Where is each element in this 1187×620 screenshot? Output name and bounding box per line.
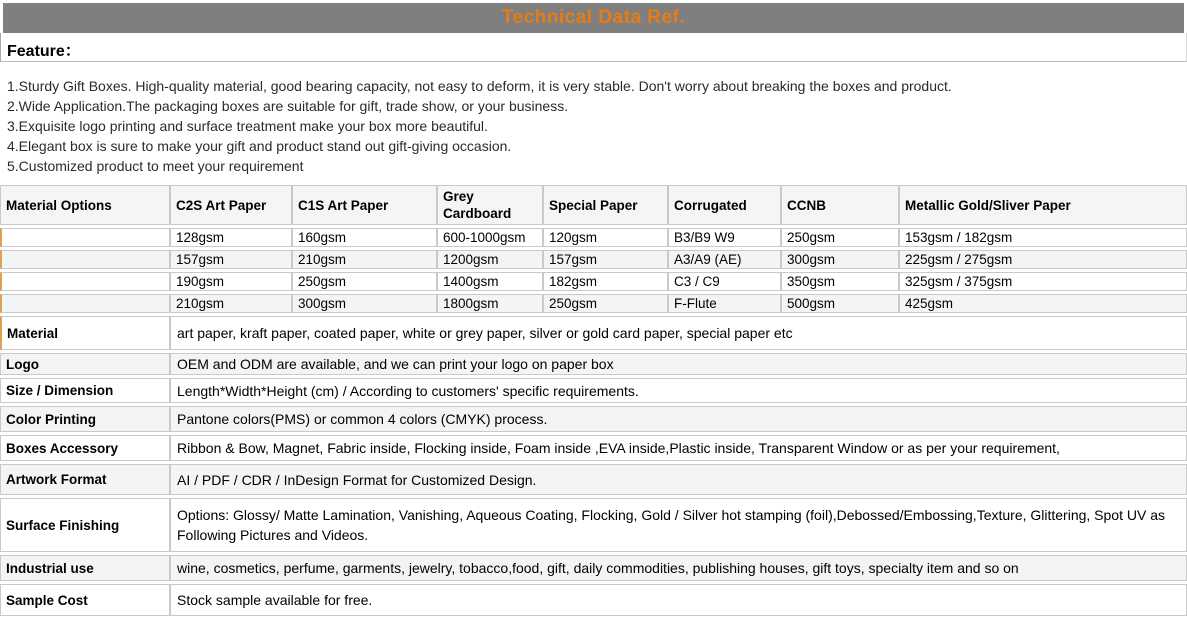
materials-cell: 190gsm [170,272,292,291]
page-title: Technical Data Ref. [501,7,686,28]
spec-label: Size / Dimension [0,378,170,403]
column-header-corrugated: Corrugated [668,185,781,225]
materials-cell [0,272,170,291]
table-row [0,294,1187,313]
feature-list [0,62,1187,182]
materials-cell: A3/A9 (AE) [668,250,781,269]
materials-cell: 128gsm [170,228,292,247]
materials-cell: 350gsm [781,272,899,291]
materials-cell: F-Flute [668,294,781,313]
materials-cell [0,250,170,269]
spec-row-logo [0,353,1187,375]
column-header-material-options: Material Options [0,185,170,225]
table-header-row [0,185,1187,225]
materials-cell: 500gsm [781,294,899,313]
feature-item: 2.Wide Application.The packaging boxes are suitable for gift, trade show, or your business. [7,98,569,114]
materials-cell: 300gsm [781,250,899,269]
feature-item: 4.Elegant box is sure to make your gift and product stand out gift-giving occasion. [7,138,512,154]
spec-row-artwork-format [0,464,1187,495]
materials-cell [0,228,170,247]
spec-label: Industrial use [0,555,170,581]
materials-cell: 153gsm / 182gsm [899,228,1187,247]
materials-cell: 250gsm [292,272,437,291]
materials-cell [0,294,170,313]
materials-cell: 210gsm [292,250,437,269]
materials-cell: 157gsm [170,250,292,269]
materials-cell: 250gsm [781,228,899,247]
spec-label: Logo [0,353,170,375]
spec-value: Options: Glossy/ Matte Lamination, Vanishing, Aqueous Coating, Flocking, Gold / Silver hot stamping (foil),Debossed/Embossing,Texture, Glittering, Spot UV as Following Pictures and Videos. [170,498,1187,552]
materials-cell: B3/B9 W9 [668,228,781,247]
spec-row-sample-cost [0,584,1187,616]
materials-cell: 1200gsm [437,250,543,269]
spec-row-material [0,316,1187,350]
materials-cell: 182gsm [543,272,668,291]
title-bar [3,3,1184,33]
feature-item: 3.Exquisite logo printing and surface treatment make your box more beautiful. [7,118,488,134]
spec-value: AI / PDF / CDR / InDesign Format for Customized Design. [170,464,1187,495]
spec-value: art paper, kraft paper, coated paper, white or grey paper, silver or gold card paper, special paper etc [170,316,1187,350]
column-header-grey-cardboard: Grey Cardboard [437,185,543,225]
materials-cell: 250gsm [543,294,668,313]
spec-label: Artwork Format [0,464,170,495]
materials-cell: 325gsm / 375gsm [899,272,1187,291]
column-header-c1s-art-paper: C1S Art Paper [292,185,437,225]
spec-label: Sample Cost [0,584,170,616]
materials-cell: 425gsm [899,294,1187,313]
spec-label: Boxes Accessory [0,435,170,461]
spec-row-color-printing [0,406,1187,432]
spec-label: Surface Finishing [0,498,170,552]
column-header-metallic-paper: Metallic Gold/Sliver Paper [899,185,1187,225]
feature-item: 1.Sturdy Gift Boxes. High-quality material, good bearing capacity, not easy to deform, it is very stable. Don't worry about breaking the boxes and product. [7,78,952,94]
spec-value: Ribbon & Bow, Magnet, Fabric inside, Flocking inside, Foam inside ,EVA inside,Plastic inside, Transparent Window or as per your requirement, [170,435,1187,461]
materials-cell: 225gsm / 275gsm [899,250,1187,269]
materials-cell: 300gsm [292,294,437,313]
materials-cell: 210gsm [170,294,292,313]
technical-data-table [0,182,1187,619]
column-header-ccnb: CCNB [781,185,899,225]
table-row [0,250,1187,269]
column-header-c2s-art-paper: C2S Art Paper [170,185,292,225]
materials-cell: C3 / C9 [668,272,781,291]
spec-value: wine, cosmetics, perfume, garments, jewelry, tobacco,food, gift, daily commodities, publishing houses, gift toys, specialty item and so on [170,555,1187,581]
materials-cell: 600-1000gsm [437,228,543,247]
materials-cell: 157gsm [543,250,668,269]
spec-row-size-dimension [0,378,1187,403]
materials-cell: 120gsm [543,228,668,247]
feature-item: 5.Customized product to meet your requirement [7,158,304,174]
table-row [0,228,1187,247]
table-row [0,272,1187,291]
materials-cell: 1400gsm [437,272,543,291]
spec-row-industrial-use [0,555,1187,581]
materials-cell: 160gsm [292,228,437,247]
spec-label: Color Printing [0,406,170,432]
spec-label: Material [0,316,170,350]
spec-row-surface-finishing [0,498,1187,552]
spec-value: Length*Width*Height (cm) / According to customers' specific requirements. [170,378,1187,403]
materials-cell: 1800gsm [437,294,543,313]
spec-value: Pantone colors(PMS) or common 4 colors (CMYK) process. [170,406,1187,432]
spec-value: Stock sample available for free. [170,584,1187,616]
column-header-special-paper: Special Paper [543,185,668,225]
spec-value: OEM and ODM are available, and we can print your logo on paper box [170,353,1187,375]
feature-heading: Feature： [0,33,1187,62]
spec-row-boxes-accessory [0,435,1187,461]
